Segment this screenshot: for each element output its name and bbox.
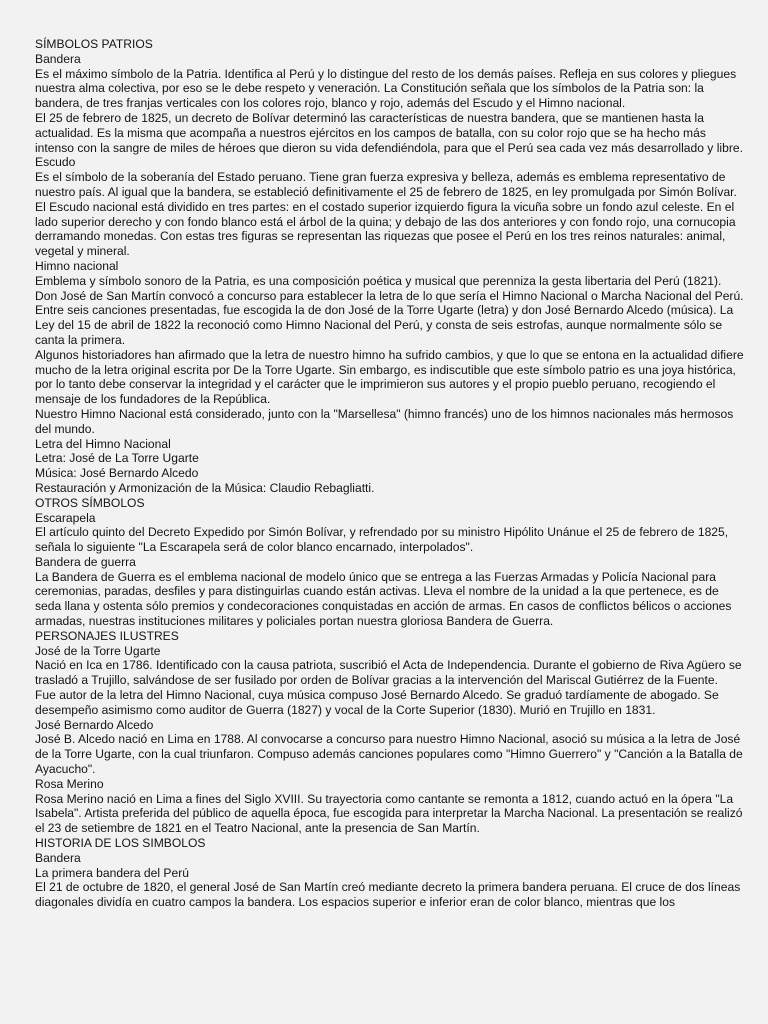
paragraph-escarapela: El artículo quinto del Decreto Expedido por Simón Bolívar, y refrendado por su ministro Hipólito Unánue el 25 de febrero de 1825, señala lo siguiente "La Escarapela será de color blanco encarnado, interpolados". — [35, 525, 729, 555]
subheading-bandera: Bandera — [35, 51, 81, 66]
paragraph-bandera-guerra: La Bandera de Guerra es el emblema nacional de modelo único que se entrega a las Fuerzas Armadas y Policía Nacional para ceremonias, paradas, desfiles y para distinguirlas cuando están activas. Lleva el nombre de la unidad a la que pertenece, es de seda llana y ostenta sólo premios y condecoraciones conquistadas en acción de armas. En casos de conflictos bélicos o acciones armadas, nuestras instituciones militares y policiales portan nuestra gloriosa Bandera de Guerra. — [35, 569, 732, 629]
credit-letra: Letra: José de La Torre Ugarte — [35, 451, 199, 466]
paragraph-bandera-1: Es el máximo símbolo de la Patria. Identifica al Perú y lo distingue del resto de los demás países. Refleja en sus colores y pliegues nuestra alma colectiva, por eso se le debe respeto y veneración. La Constitución señala que los símbolos de la Patria son: la bandera, de tres franjas verticales con los colores rojo, blanco y rojo, además del Escudo y el Himno nacional. — [35, 66, 737, 111]
section-title-otros-simbolos: OTROS SÍMBOLOS — [35, 495, 145, 510]
paragraph-primera-bandera: El 21 de octubre de 1820, el general José de San Martín creó mediante decreto la primera bandera peruana. El cruce de dos líneas diagonales dividía en cuatro campos la bandera. Los espacios superior e inferior eran de color blanco, mientras que los — [35, 880, 741, 910]
paragraph-torre-ugarte-2: Fue autor de la letra del Himno Nacional, cuya música compuso José Bernardo Alcedo. Se graduó tardíamente de abogado. Se desempeño asimismo como auditor de Guerra (1827) y vocal de la Corte Superior (1830). Murió en Trujillo en 1831. — [35, 688, 719, 717]
paragraph-himno-2: Entre seis canciones presentadas, fue escogida la de don José de la Torre Ugarte (letra) y don José Bernardo Alcedo (música). La Ley del 15 de abril de 1822 la reconoció como Himno Nacional del Perú, y consta de seis estrofas, aunque normalmente sólo se canta la primera. — [35, 303, 734, 347]
paragraph-himno-1: Emblema y símbolo sonoro de la Patria, es una composición poética y musical que perenniza la gesta libertaria del Perú (1821). Don José de San Martín convocó a concurso para establecer la letra de lo que sería el Himno Nacional o Marcha Nacional del Perú. — [35, 273, 744, 303]
subheading-rosa-merino: Rosa Merino — [35, 776, 104, 791]
subheading-alcedo: José Bernardo Alcedo — [35, 717, 154, 732]
credit-restauracion: Restauración y Armonización de la Música: Claudio Rebagliatti. — [35, 480, 375, 495]
subheading-historia-bandera: Bandera — [35, 850, 81, 865]
paragraph-escudo: Es el símbolo de la soberanía del Estado peruano. Tiene gran fuerza expresiva y belleza, además es emblema representativo de nuestro país. Al igual que la bandera, se estableció definitivamente el 25 de febrero de 1825, en ley promulgada por Simón Bolívar. El Escudo nacional está dividido en tres partes: en el costado superior izquierdo figura la vicuña sobre un fondo azul celeste. En el lado superior derecho y con fondo blanco está el árbol de la quina; y debajo de las dos anteriores y con fondo rojo, una cornucopia derramando monedas. Con estas tres figuras se representan las riquezas que posee el Perú en los tres reinos naturales: animal, vegetal y mineral. — [35, 170, 737, 259]
section-title-simbolos-patrios: SÍMBOLOS PATRIOS — [35, 37, 153, 51]
paragraph-alcedo: José B. Alcedo nació en Lima en 1788. Al convocarse a concurso para nuestro Himno Nacional, asoció su música a la letra de José de la Torre Ugarte, con la cual triunfaron. Compuso además canciones populares como "Himno Guerrero" y "Canción a la Batalla de Ayacucho". — [35, 732, 743, 777]
subheading-escudo: Escudo — [35, 155, 76, 170]
subheading-torre-ugarte: José de la Torre Ugarte — [35, 643, 161, 658]
subheading-bandera-guerra: Bandera de guerra — [35, 554, 136, 569]
paragraph-himno-3: Algunos historiadores han afirmado que la letra de nuestro himno ha sufrido cambios, y que lo que se entona en la actualidad difiere mucho de la letra original escrita por De la Torre Ugarte. Sin embargo, es indiscutible que este símbolo patrio es una joya histórica, por lo tanto debe conservar la integridad y el carácter que le imprimieron sus autores y el propio pueblo peruano, recogiendo el mensaje de los fundadores de la República. — [35, 347, 744, 407]
paragraph-rosa-merino: Rosa Merino nació en Lima a fines del Siglo XVIII. Su trayectoria como cantante se remonta a 1812, cuando actuó en la ópera "La Isabela". Artista preferida del público de aquella época, fue escogida para interpretar la Marcha Nacional. La presentación se realizó el 23 de setiembre de 1821 en el Teatro Nacional, ante la presencia de San Martín. — [35, 791, 743, 836]
section-title-personajes-ilustres: PERSONAJES ILUSTRES — [35, 628, 179, 643]
subheading-primera-bandera: La primera bandera del Perú — [35, 865, 189, 880]
subheading-letra-himno: Letra del Himno Nacional — [35, 436, 171, 451]
paragraph-torre-ugarte-1: Nació en Ica en 1786. Identificado con la causa patriota, suscribió el Acta de Independencia. Durante el gobierno de Riva Agüero se trasladó a Trujillo, salvándose de ser fusilado por orden de Bolívar gracias a la intervención del Mariscal Gutiérrez de la Fuente. — [35, 658, 742, 688]
paragraph-bandera-2: El 25 de febrero de 1825, un decreto de Bolívar determinó las características de nuestra bandera, que se mantienen hasta la actualidad. Es la misma que acompaña a nuestros ejércitos en los campos de batalla, con su color rojo que se ha hecho más intenso con la sangre de miles de héroes que dieron su vida defendiéndola, para que el Perú sea cada vez más desarrollado y libre. — [35, 110, 743, 155]
credit-musica: Música: José Bernardo Alcedo — [35, 466, 199, 481]
subheading-escarapela: Escarapela — [35, 510, 96, 525]
paragraph-himno-4: Nuestro Himno Nacional está considerado, junto con la "Marsellesa" (himno francés) uno de los himnos nacionales más hermosos del mundo. — [35, 406, 734, 436]
section-title-historia-simbolos: HISTORIA DE LOS SIMBOLOS — [35, 836, 206, 851]
subheading-himno-nacional: Himno nacional — [35, 258, 119, 273]
